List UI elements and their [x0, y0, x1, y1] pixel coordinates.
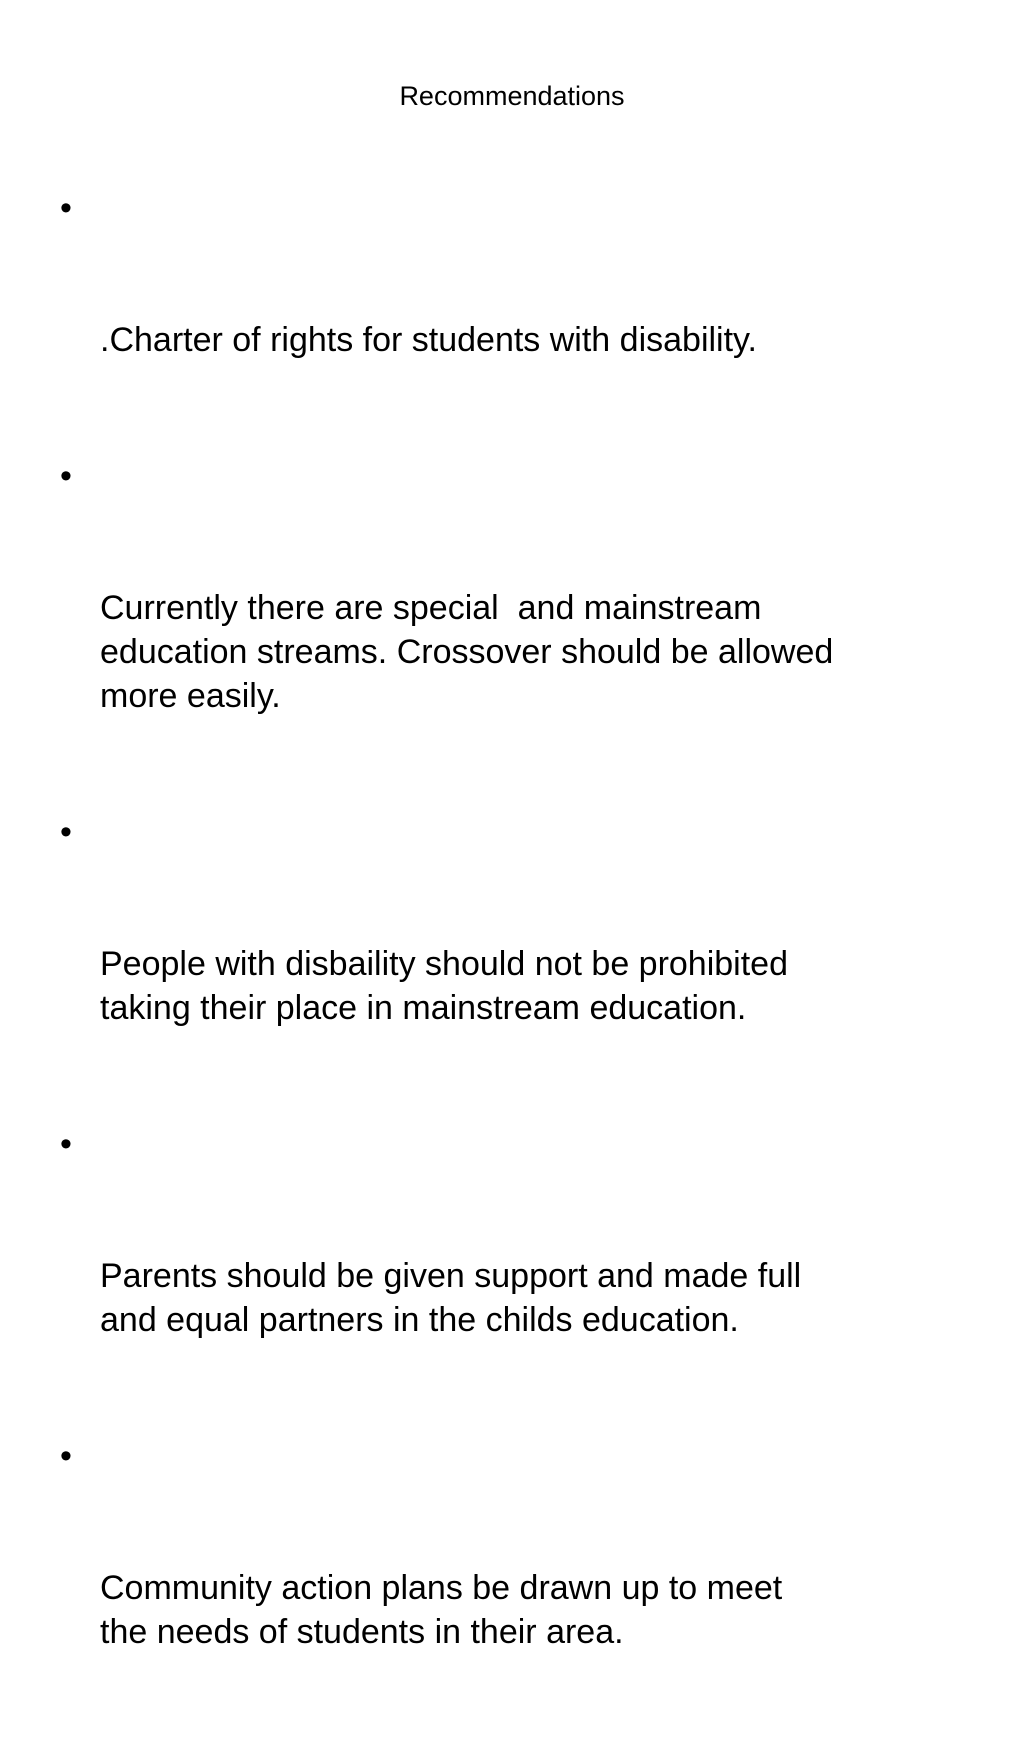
bullet-icon: • [60, 1437, 72, 1475]
slide-title: Recommendations [399, 81, 625, 111]
bullet-item [60, 186, 990, 450]
bullet-icon: • [60, 457, 72, 495]
bullet-text: Parents should be given support and made full and equal partners in the childs education. [100, 1257, 802, 1339]
bullet-text: .Charter of rights for students with disability. [100, 321, 757, 359]
bullet-text: People with disbaility should not be prohibited taking their place in mainstream education. [100, 945, 789, 1027]
bullet-text: Currently there are special and mainstream education streams. Crossover should be allowed more easily. [100, 589, 834, 715]
bullet-item [60, 810, 990, 1118]
bullet-icon: • [60, 813, 72, 851]
bullet-text: Community action plans be drawn up to meet the needs of students in their area. [100, 1569, 783, 1651]
bullet-icon: • [60, 1125, 72, 1163]
bullet-item [60, 1434, 990, 1742]
bullet-item [60, 454, 990, 806]
bullet-list [60, 186, 990, 1746]
bullet-item [60, 1122, 990, 1430]
bullet-icon: • [60, 189, 72, 227]
